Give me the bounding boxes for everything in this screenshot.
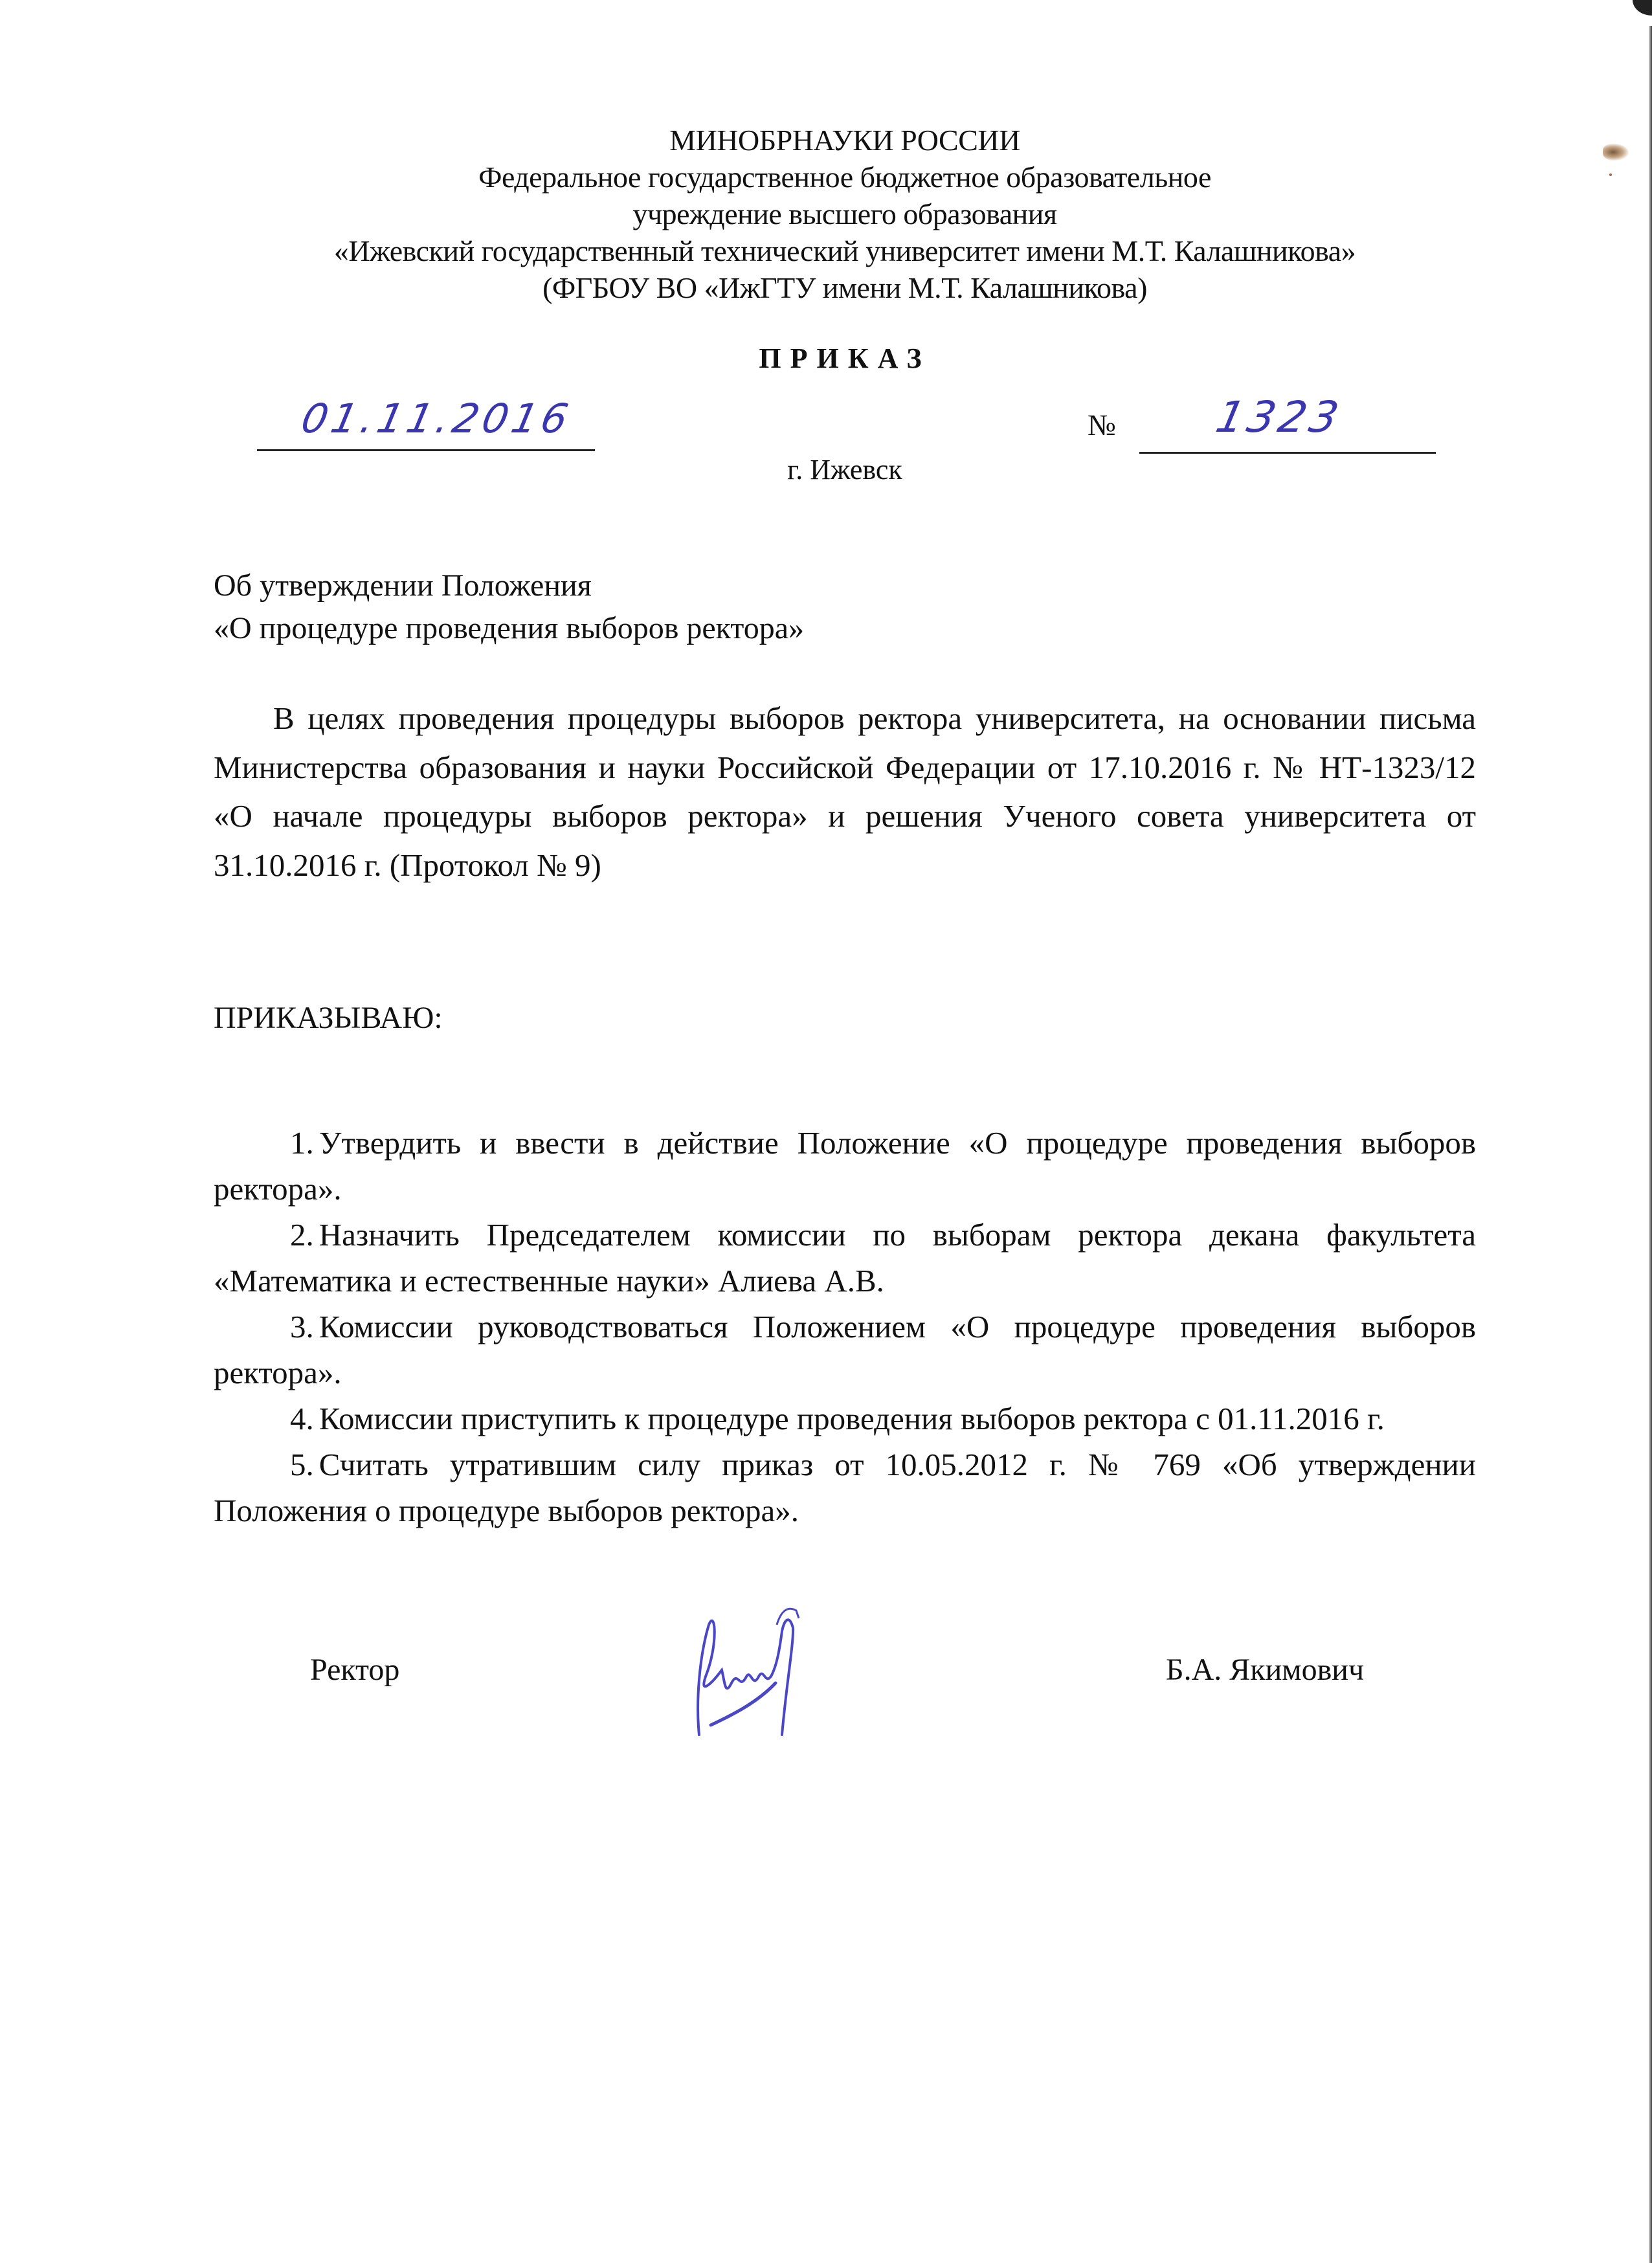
document-type: ПРИКАЗ (759, 342, 931, 374)
item-text: Комиссии руководствоваться Положением «О процедуре проведения выборов ректора». (214, 1309, 1476, 1390)
order-item (214, 1120, 1476, 1212)
subject-line: «О процедуре проведения выборов ректора» (214, 611, 804, 645)
item-text: Комиссии приступить к процедуре проведения выборов ректора с 01.11.2016 г. (318, 1401, 1385, 1436)
university-name: «Ижевский государственный технический университет имени М.Т. Калашникова» (333, 234, 1356, 267)
page-corner (1633, 0, 1652, 16)
order-item (214, 1442, 1476, 1533)
item-text: Считать утратившим силу приказ от 10.05.2012 г. № 769 «Об утверждении Положения о процедуре выборов ректора». (214, 1447, 1476, 1528)
scan-dot (1609, 173, 1612, 176)
item-text: Назначить Председателем комиссии по выборам ректора декана факультета «Математика и естественные науки» Алиева А.В. (214, 1217, 1476, 1299)
date-field (257, 387, 595, 451)
signature-underline (711, 1683, 776, 1725)
handwritten-number: 1323 (1211, 392, 1347, 442)
institution-type-line-2: учреждение высшего образования (632, 197, 1057, 230)
handwritten-date: 01.11.2016 (297, 395, 576, 442)
item-number: 2. (290, 1217, 314, 1253)
number-field (1139, 387, 1436, 454)
subject-line: Об утверждении Положения (214, 568, 592, 603)
order-item (214, 1304, 1476, 1396)
item-number: 1. (290, 1125, 314, 1161)
scan-speck (1603, 144, 1629, 161)
document-subject (214, 564, 804, 650)
item-number: 4. (290, 1401, 314, 1436)
item-number: 3. (290, 1309, 314, 1344)
institution-type-line-1: Федеральное государственное бюджетное образовательное (478, 161, 1211, 194)
signature-flourish (777, 1609, 799, 1625)
preamble (214, 694, 1476, 889)
order-items (214, 1120, 1476, 1533)
scan-edge (1649, 26, 1652, 2263)
signature (660, 1605, 906, 1741)
item-number: 5. (290, 1447, 314, 1482)
letterhead (214, 122, 1476, 306)
preamble-text: В целях проведения процедуры выборов ректора университета, на основании письма Министерства образования и науки Российской Федерации от 17.10.2016 г. № НТ-1323/12 «О начале процедуры выборов ректора» и решения Ученого совета университета от 31.10.2016 г. (Протокол № 9) (214, 700, 1476, 883)
order-item (214, 1212, 1476, 1304)
signature-stroke (698, 1620, 793, 1735)
city: г. Ижевск (787, 454, 902, 485)
order-item (214, 1396, 1476, 1442)
signatory-role: Ректор (310, 1653, 400, 1687)
signatory-name: Б.А. Якимович (1166, 1653, 1365, 1687)
university-abbreviation: (ФГБОУ ВО «ИжГТУ имени М.Т. Калашникова) (542, 271, 1147, 304)
decree-word: ПРИКАЗЫВАЮ: (214, 1001, 443, 1035)
ministry-name: МИНОБРНАУКИ РОССИИ (669, 124, 1020, 157)
number-sign: № (1088, 408, 1116, 441)
item-text: Утвердить и ввести в действие Положение «О процедуре проведения выборов ректора». (214, 1125, 1476, 1207)
